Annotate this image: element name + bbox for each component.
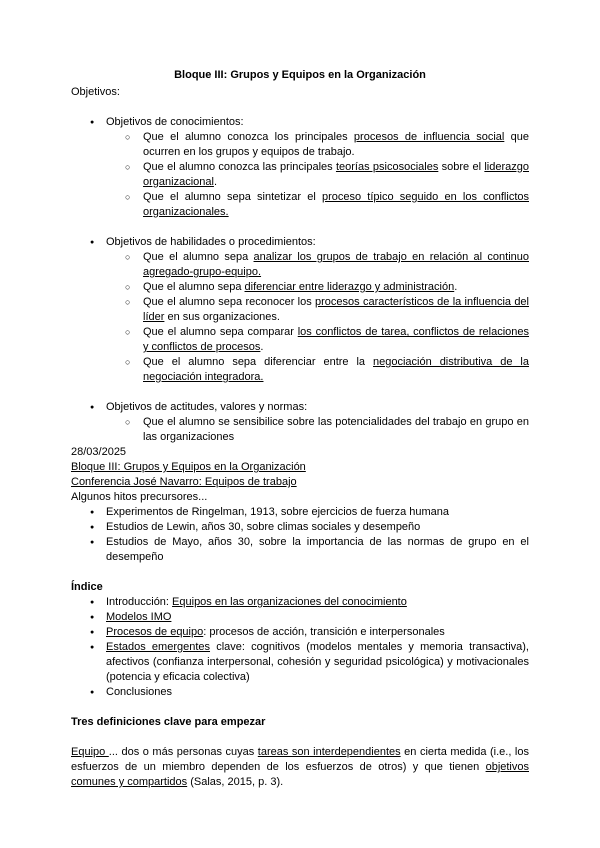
list-item: [71, 610, 529, 625]
modelos-link[interactable]: Modelos IMO: [106, 611, 172, 623]
list-item: ○ Que el alumno conozca los principales procesos de influencia social que ocurren en los grupos y equipos de trabajo.: [106, 130, 529, 160]
list-item: ● Estudios de Lewin, años 30, sobre climas sociales y desempeño: [71, 520, 529, 535]
list-item: ● Conclusiones: [71, 685, 529, 700]
habilidades-list: [71, 235, 529, 385]
indice-heading: Índice: [71, 581, 103, 593]
list-item: ○ Que el alumno sepa diferenciar entre liderazgo y administración.: [106, 280, 529, 295]
list-item: ● Procesos de equipo: procesos de acción, transición e interpersonales: [71, 625, 529, 640]
intro-link[interactable]: Equipos en las organizaciones del conocimiento: [172, 596, 407, 608]
conferencia-link[interactable]: Conferencia José Navarro: Equipos de trabajo: [71, 476, 297, 488]
definicion-paragraph: Equipo ... dos o más personas cuyas tareas son interdependientes en cierta medida (i.e., los esfuerzos de un miembro dependen de los esfuerzos de otros) y que tienen objetivos comunes y compartidos (Salas, 2015, p. 3).: [71, 746, 529, 788]
actitudes-list: [71, 400, 529, 445]
list-item: ● Experimentos de Ringelman, 1913, sobre ejercicios de fuerza humana: [71, 505, 529, 520]
list-item: ● Estados emergentes clave: cognitivos (modelos mentales y memoria transactiva), afectivos (confianza interpersonal, cohesión y seguridad psicológica) y motivacionales (potencia y eficacia colectiva): [71, 640, 529, 685]
list-item: ○ Que el alumno sepa comparar los conflictos de tarea, conflictos de relaciones y conflictos de procesos.: [106, 325, 529, 355]
page-title: Bloque III: Grupos y Equipos en la Organización: [174, 69, 426, 81]
list-item: ○ Que el alumno sepa sintetizar el proceso típico seguido en los conflictos organizacionales.: [106, 190, 529, 220]
hitos-label: Algunos hitos precursores...: [71, 491, 208, 503]
list-item: ○ Que el alumno se sensibilice sobre las potencialidades del trabajo en grupo en las organizaciones: [106, 415, 529, 445]
estados-link[interactable]: Estados emergentes: [106, 641, 211, 653]
indice-list: [71, 595, 529, 700]
document-page: [71, 68, 529, 790]
objetivos-label: Objetivos:: [71, 86, 120, 98]
list-item: ● Objetivos de actitudes, valores y normas: ○ Que el alumno se sensibilice sobre las potencialidades del trabajo en grupo en las organizaciones: [71, 400, 529, 445]
list-item: ○ Que el alumno sepa diferenciar entre la negociación distributiva de la negociación integradora.: [106, 355, 529, 385]
list-item: ● Introducción: Equipos en las organizaciones del conocimiento: [71, 595, 529, 610]
list-item: ● Objetivos de conocimientos: ○ Que el alumno conozca los principales procesos de influencia social que ocurren en los grupos y equipos de trabajo. ○ Que el alumno conozca las principales teorías psicosociales sobre el liderazgo organizacional. ○ Que el alumno sepa sintetizar el proceso típico seguido en los conflictos organizacionales.: [71, 115, 529, 220]
list-item: ○ Que el alumno sepa reconocer los procesos característicos de la influencia del líder en sus organizaciones.: [106, 295, 529, 325]
list-item: ○ Que el alumno sepa analizar los grupos de trabajo en relación al continuo agregado-grupo-equipo.: [106, 250, 529, 280]
list-item: ○ Que el alumno conozca las principales teorías psicosociales sobre el liderazgo organizacional.: [106, 160, 529, 190]
objetivos-list: [71, 115, 529, 220]
procesos-link[interactable]: Procesos de equipo: [106, 626, 204, 638]
hitos-list: [71, 505, 529, 565]
date: 28/03/2025: [71, 446, 127, 458]
list-item: ● Objetivos de habilidades o procedimientos: ○ Que el alumno sepa analizar los grupos de trabajo en relación al continuo agregado-grupo-equipo. ○ Que el alumno sepa diferenciar entre liderazgo y administración. ○ Que el alumno sepa reconocer los procesos característicos de la influencia del líder en sus organizaciones. ○ Que el alumno sepa comparar los conflictos de tarea, conflictos de relaciones y conflictos de procesos. ○ Que el alumno sepa diferenciar entre la negociación distributiva de la negociación integradora.: [71, 235, 529, 385]
bloque-link[interactable]: Bloque III: Grupos y Equipos en la Organización: [71, 461, 306, 473]
list-item: ● Estudios de Mayo, años 30, sobre la importancia de las normas de grupo en el desempeño: [71, 535, 529, 565]
definiciones-heading: Tres definiciones clave para empezar: [71, 716, 266, 728]
